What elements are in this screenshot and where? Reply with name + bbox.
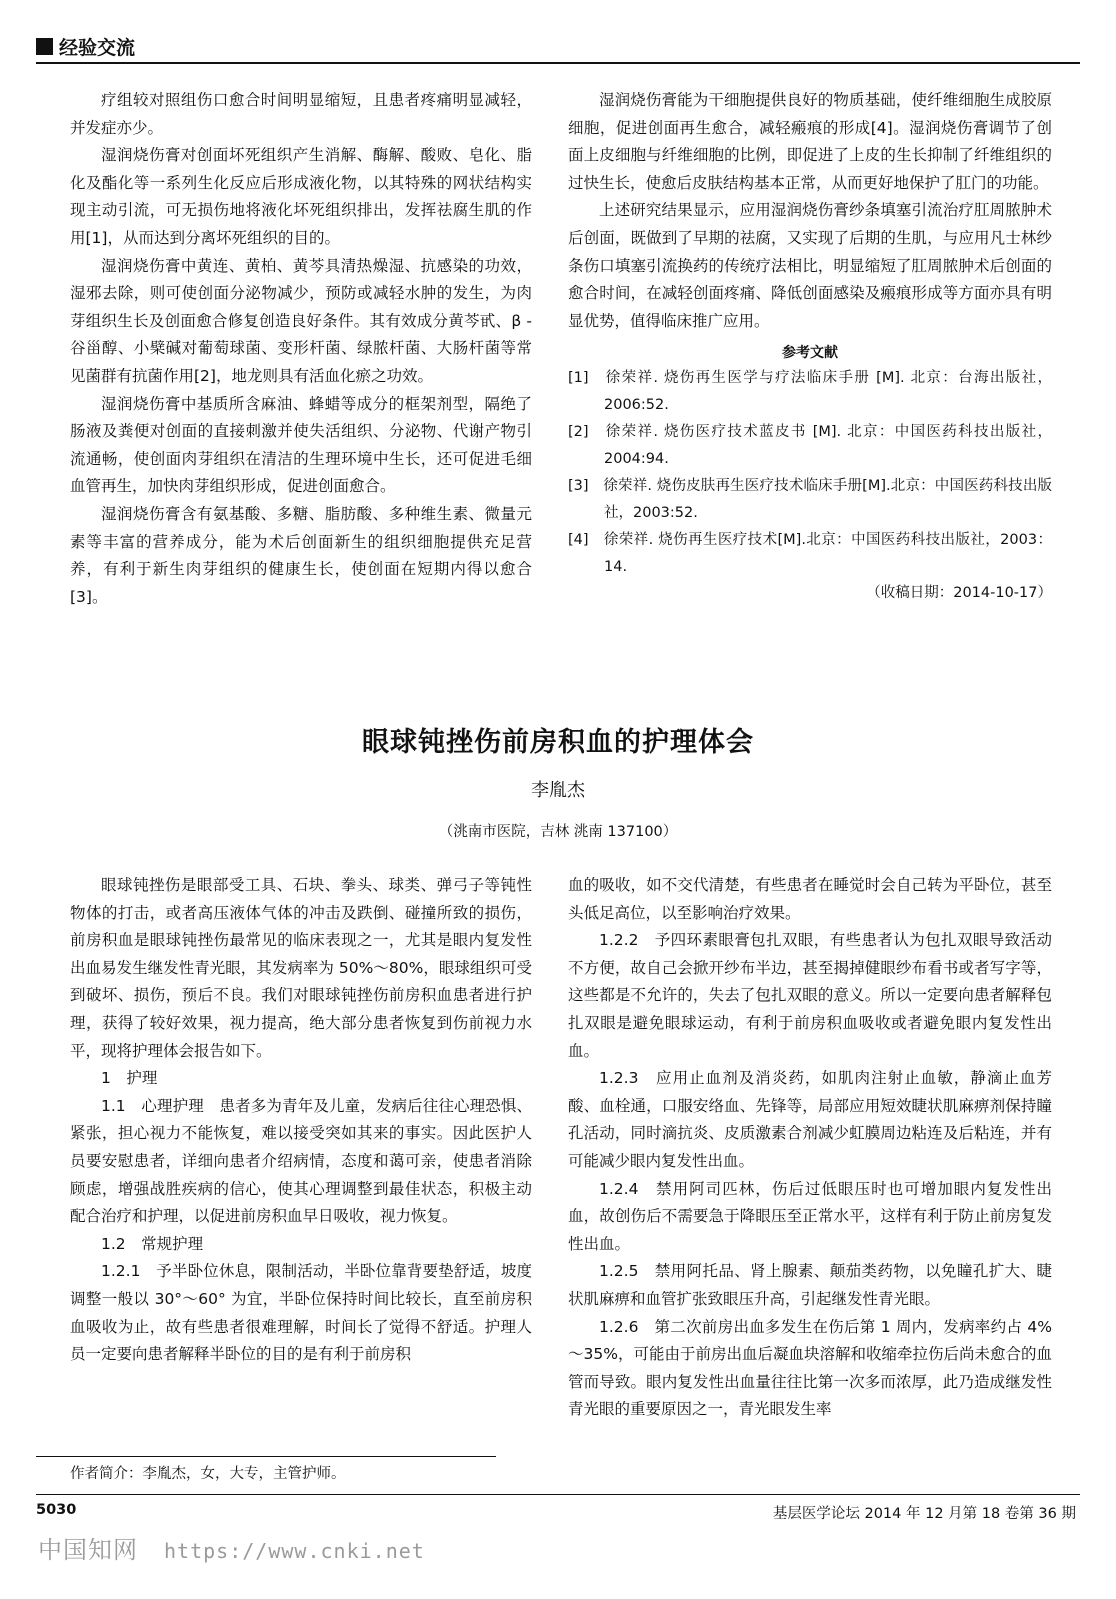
header-rule [36,62,1080,64]
journal-info: 基层医学论坛 2014 年 12 月第 18 卷第 36 期 [772,1506,1076,1522]
article-author: 李胤杰 [531,780,585,801]
article-title: 眼球钝挫伤前房积血的护理体会 [362,727,754,758]
author-footnote: 作者简介：李胤杰，女，大专，主管护师。 [70,1466,346,1482]
references-heading: 参考文献 [782,345,838,362]
paragraph: 1.1 心理护理 患者多为青年及儿童，发病后往往心理恐惧、紧张，担心视力不能恢复，难以接受突如其来的事实。因此医护人员要安慰患者，详细向患者介绍病情，态度和蔼可亲，使患者消除顾虑，增强战胜疾病的信心，使其心理调整到最佳状态，积极主动配合治疗和护理，以促进前房积血早日吸收，视力恢复。 [70,1096,532,1226]
paragraph: 1.2.3 应用止血剂及消炎药，如肌肉注射止血敏，静滴止血芳酸、血栓通，口服安络血、先锋等，局部应用短效睫状肌麻痹剂保持瞳孔活动，同时滴抗炎、皮质激素合剂减少虹膜周边粘连及后粘连，并有可能减少眼内复发性出血。 [568,1069,1052,1170]
article-affiliation: （洮南市医院，吉林 洮南 137100） [438,824,678,840]
paragraph: 1.2 常规护理 [101,1234,204,1253]
paragraph: 上述研究结果显示，应用湿润烧伤膏纱条填塞引流治疗肛周脓肿术后创面，既做到了早期的祛腐，又实现了后期的生肌，与应用凡士林纱条伤口填塞引流换药的传统疗法相比，明显缩短了肛周脓肿术后创面的愈合时间，在减轻创面疼痛、降低创面感染及瘢痕形成等方面亦具有明显优势，值得临床推广应用。 [568,201,1052,330]
footer-rule [36,1494,1080,1495]
paragraph: 1.2.2 予四环素眼膏包扎双眼，有些患者认为包扎双眼导致活动不方便，故自己会掀开纱布半边，甚至揭掉健眼纱布看书或者写字等，这些都是不允许的，失去了包扎双眼的意义。所以一定要向患者解释包扎双眼是避免眼球运动，有利于前房积血吸收或者避免眼内复发性出血。 [568,931,1052,1060]
reference-item: [4] 徐荣祥. 烧伤再生医疗技术[M].北京：中国医药科技出版社，2003：14. [568,532,1052,576]
footnote-rule [36,1456,496,1457]
article-right-column [568,872,1052,1424]
watermark-url: https://www.cnki.net [164,1539,425,1563]
paragraph: 1.2.4 禁用阿司匹林，伤后过低眼压时也可增加眼内复发性出血，故创伤后不需要急于降眼压至正常水平，这样有利于防止前房复发性出血。 [568,1179,1052,1253]
paragraph: 疗组较对照组伤口愈合时间明显缩短，且患者疼痛明显减轻，并发症亦少。 [70,91,532,137]
section-label: 经验交流 [59,37,136,59]
paragraph: 湿润烧伤膏含有氨基酸、多糖、脂肪酸、多种维生素、微量元素等丰富的营养成分，能为术后创面新生的组织细胞提供充足营养，有利于新生肉芽组织的健康生长，使创面在短期内得以愈合[3]。 [70,504,532,606]
received-date: （收稿日期：2014-10-17） [866,585,1052,602]
article-left-column [70,872,532,1369]
paragraph: 1.2.5 禁用阿托品、肾上腺素、颠茄类药物，以免瞳孔扩大、睫状肌麻痹和血管扩张致眼压升高，引起继发性青光眼。 [568,1262,1052,1308]
cnki-watermark [38,1530,425,1565]
prev-article-right-column [568,87,1052,605]
reference-item: [2] 徐荣祥. 烧伤医疗技术蓝皮书 [M]. 北京：中国医药科技出版社，2004:94. [568,424,1052,468]
paragraph: 湿润烧伤膏对创面坏死组织产生消解、酶解、酸败、皂化、脂化及酯化等一系列生化反应后形成液化物，以其特殊的网状结构实现主动引流，可无损伤地将液化坏死组织排出，发挥祛腐生肌的作用[1]，从而达到分离坏死组织的目的。 [70,146,532,247]
watermark-name: 中国知网 [38,1536,138,1564]
paragraph: 湿润烧伤膏能为干细胞提供良好的物质基础，使纤维细胞生成胶原细胞，促进创面再生愈合，减轻瘢痕的形成[4]。湿润烧伤膏调节了创面上皮细胞与纤维细胞的比例，即促进了上皮的生长抑制了纤维组织的过快生长，使愈后皮肤结构基本正常，从而更好地保护了肛门的功能。 [568,91,1052,192]
reference-item: [1] 徐荣祥. 烧伤再生医学与疗法临床手册 [M]. 北京：台海出版社，2006:52. [568,370,1052,414]
paragraph: 湿润烧伤膏中黄连、黄柏、黄芩具清热燥湿、抗感染的功效，湿邪去除，则可使创面分泌物减少，预防或减轻水肿的发生，为肉芽组织生长及创面愈合修复创造良好条件。其有效成分黄芩甙、β - 谷甾醇、小檗碱对葡萄球菌、变形杆菌、绿脓杆菌、大肠杆菌等常见菌群有抗菌作用[2]，地龙则具有活血化瘀之功效。 [70,256,532,385]
paragraph: 湿润烧伤膏中基质所含麻油、蜂蜡等成分的框架剂型，隔绝了肠液及粪便对创面的直接刺激并使失活组织、分泌物、代谢产物引流通畅，使创面肉芽组织在清洁的生理环境中生长，还可促进毛细血管再生，加快肉芽组织形成，促进创面愈合。 [70,394,532,496]
reference-list [568,365,1052,581]
square-bullet-icon [36,38,53,55]
paragraph: 1.2.6 第二次前房出血多发生在伤后第 1 周内，发病率约占 4%～35%，可能由于前房出血后凝血块溶解和收缩牵拉伤后尚未愈合的血管而导致。眼内复发性出血量往往比第一次多而浓厚，此乃造成继发性青光眼的重要原因之一，青光眼发生率 [568,1317,1052,1419]
paragraph: 血的吸收，如不交代清楚，有些患者在睡觉时会自己转为平卧位，甚至头低足高位，以至影响治疗效果。 [568,876,1052,922]
paragraph: 眼球钝挫伤是眼部受工具、石块、拳头、球类、弹弓子等钝性物体的打击，或者高压液体气体的冲击及跌倒、碰撞所致的损伤，前房积血是眼球钝挫伤最常见的临床表现之一，尤其是眼内复发性出血易发生继发性青光眼，其发病率为 50%～80%，眼球组织可受到破坏、损伤，预后不良。我们对眼球钝挫伤前房积血患者进行护理，获得了较好效果，视力提高，绝大部分患者恢复到伤前视力水平，现将护理体会报告如下。 [70,876,532,1060]
section-header [36,33,135,60]
page-number: 5030 [36,1502,77,1518]
paragraph: 1.2.1 予半卧位休息，限制活动，半卧位靠背要垫舒适，坡度调整一般以 30°～60° 为宜，半卧位保持时间比较长，直至前房积血吸收为止，故有些患者很难理解，时间长了觉得不舒适。护理人员一定要向患者解释半卧位的目的是有利于前房积 [70,1262,532,1364]
paragraph: 1 护理 [101,1069,158,1088]
reference-item: [3] 徐荣祥. 烧伤皮肤再生医疗技术临床手册[M].北京：中国医药科技出版社，2003:52. [568,478,1052,522]
prev-article-left-column [70,87,532,611]
